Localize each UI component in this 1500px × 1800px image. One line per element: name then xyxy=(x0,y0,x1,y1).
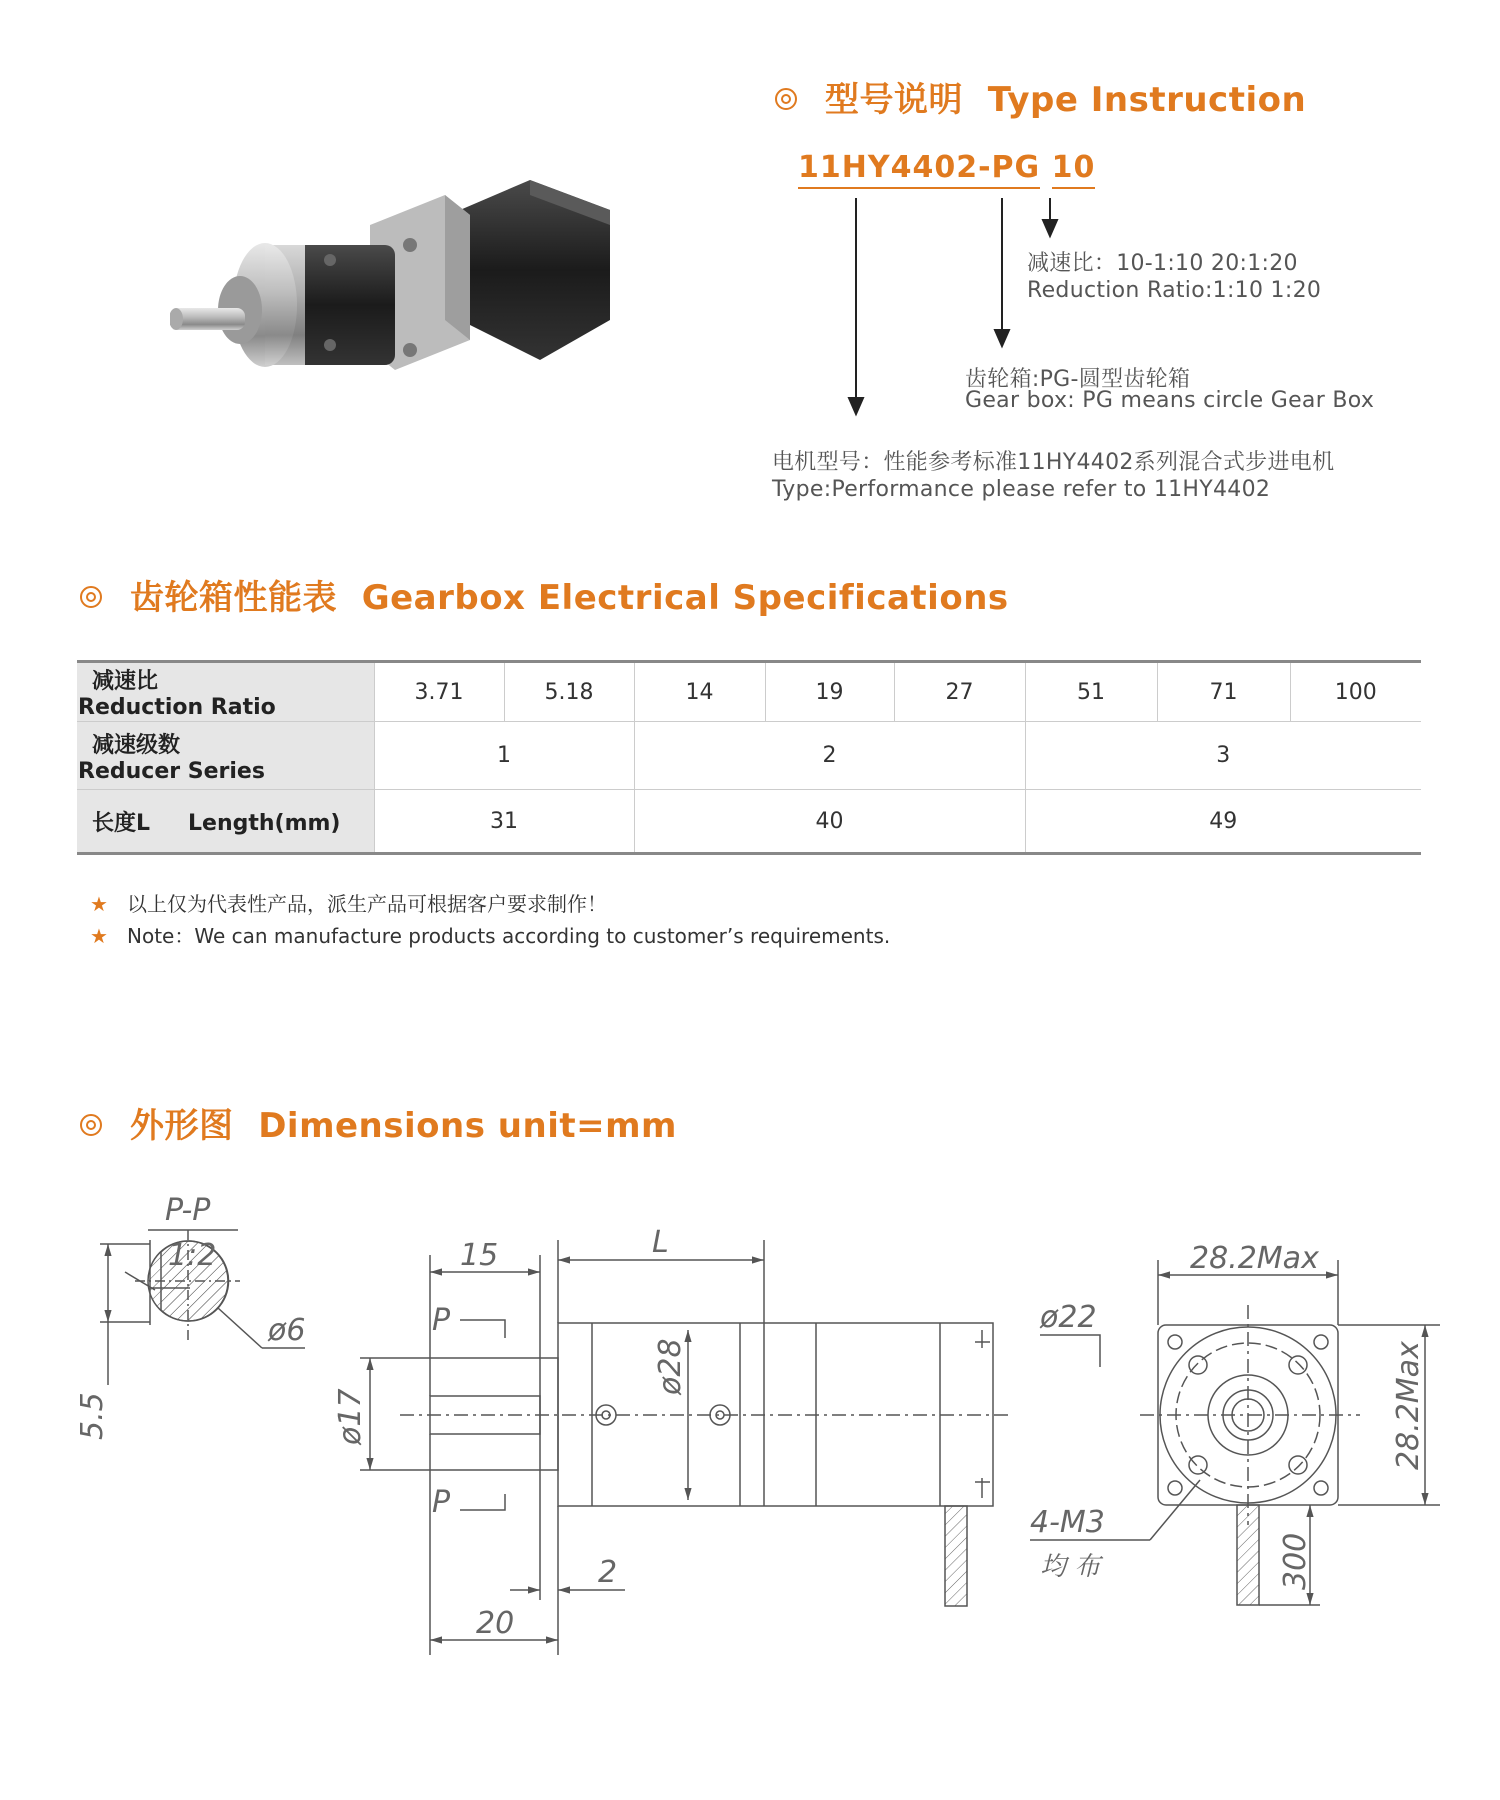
section-bullet-icon xyxy=(80,1114,102,1136)
motor-en: Type:Performance please refer to 11HY4402 xyxy=(772,477,1271,502)
dim-label-m3-cn: 均 布 xyxy=(1040,1552,1101,1582)
model-code-ratio: 10 xyxy=(1052,150,1096,189)
table-cell: 1 xyxy=(374,722,634,790)
dim-label-p1: P xyxy=(432,1303,451,1338)
dim-label-l2: 2 xyxy=(598,1555,618,1590)
dimension-drawing xyxy=(0,1180,1500,1680)
dim-label-h55: 5.5 xyxy=(75,1392,110,1440)
table-cell: 19 xyxy=(765,662,894,722)
table-cell: 14 xyxy=(634,662,765,722)
section-bullet-icon xyxy=(80,586,102,608)
dimensions-title: 外形图 Dimensions unit=mm xyxy=(80,1098,677,1147)
gearbox-en: Gear box: PG means circle Gear Box xyxy=(965,388,1375,413)
dim-label-d6: ø6 xyxy=(268,1313,306,1348)
gearbox-cn: 齿轮箱:PG-圆型齿轮箱 xyxy=(965,367,1191,392)
table-cell: 51 xyxy=(1025,662,1157,722)
table-row xyxy=(77,662,1421,722)
table-cell: 27 xyxy=(894,662,1025,722)
dim-label-d22: ø22 xyxy=(1040,1300,1097,1335)
dim-label-scale: 1:2 xyxy=(168,1238,217,1273)
dim-label-l300: 300 xyxy=(1278,1532,1313,1590)
table-cell: 3 xyxy=(1025,722,1421,790)
table-cell: 71 xyxy=(1157,662,1290,722)
star-icon: ★ xyxy=(90,924,108,948)
model-code-base: 11HY4402-PG xyxy=(798,150,1040,189)
note-cn: ★ 以上仅为代表性产品，派生产品可根据客户要求制作！ xyxy=(90,892,608,916)
table-cell: 100 xyxy=(1290,662,1421,722)
dim-label-d28: ø28 xyxy=(653,1338,688,1395)
dim-label-l15: 15 xyxy=(460,1238,499,1273)
dim-label-L: L xyxy=(652,1225,669,1260)
side-view xyxy=(360,1240,1010,1655)
table-cell: 31 xyxy=(374,790,634,854)
row-header-ratio: 减速比Reduction Ratio xyxy=(77,662,374,722)
specs-title: 齿轮箱性能表 Gearbox Electrical Specifications xyxy=(80,570,1009,619)
dim-label-d17: ø17 xyxy=(333,1388,368,1445)
star-icon: ★ xyxy=(90,892,108,916)
table-row xyxy=(77,722,1421,790)
dim-label-p2: P xyxy=(432,1485,451,1520)
specs-table xyxy=(77,660,1421,855)
dim-label-w282: 28.2Max xyxy=(1190,1241,1319,1276)
row-header-length: 长度L Length(mm) xyxy=(77,790,374,854)
table-row xyxy=(77,790,1421,854)
type-instruction-title: 型号说明 Type Instruction xyxy=(775,72,1306,121)
dim-label-pp: P-P xyxy=(165,1193,211,1228)
table-cell: 5.18 xyxy=(504,662,634,722)
table-cell: 2 xyxy=(634,722,1025,790)
table-cell: 3.71 xyxy=(374,662,504,722)
ratio-cn: 减速比：10-1:10 20:1:20 xyxy=(1027,251,1298,276)
motor-cn: 电机型号：性能参考标准11HY4402系列混合式步进电机 xyxy=(772,450,1335,475)
ratio-en: Reduction Ratio:1:10 1:20 xyxy=(1027,278,1322,303)
dim-label-l20: 20 xyxy=(476,1606,515,1641)
table-cell: 49 xyxy=(1025,790,1421,854)
dim-label-h282: 28.2Max xyxy=(1391,1341,1426,1470)
row-header-series: 减速级数Reducer Series xyxy=(77,722,374,790)
dim-label-m3: 4-M3 xyxy=(1030,1505,1105,1540)
table-cell: 40 xyxy=(634,790,1025,854)
note-en: ★ Note：We can manufacture products according to customer’s requirements. xyxy=(90,924,891,948)
